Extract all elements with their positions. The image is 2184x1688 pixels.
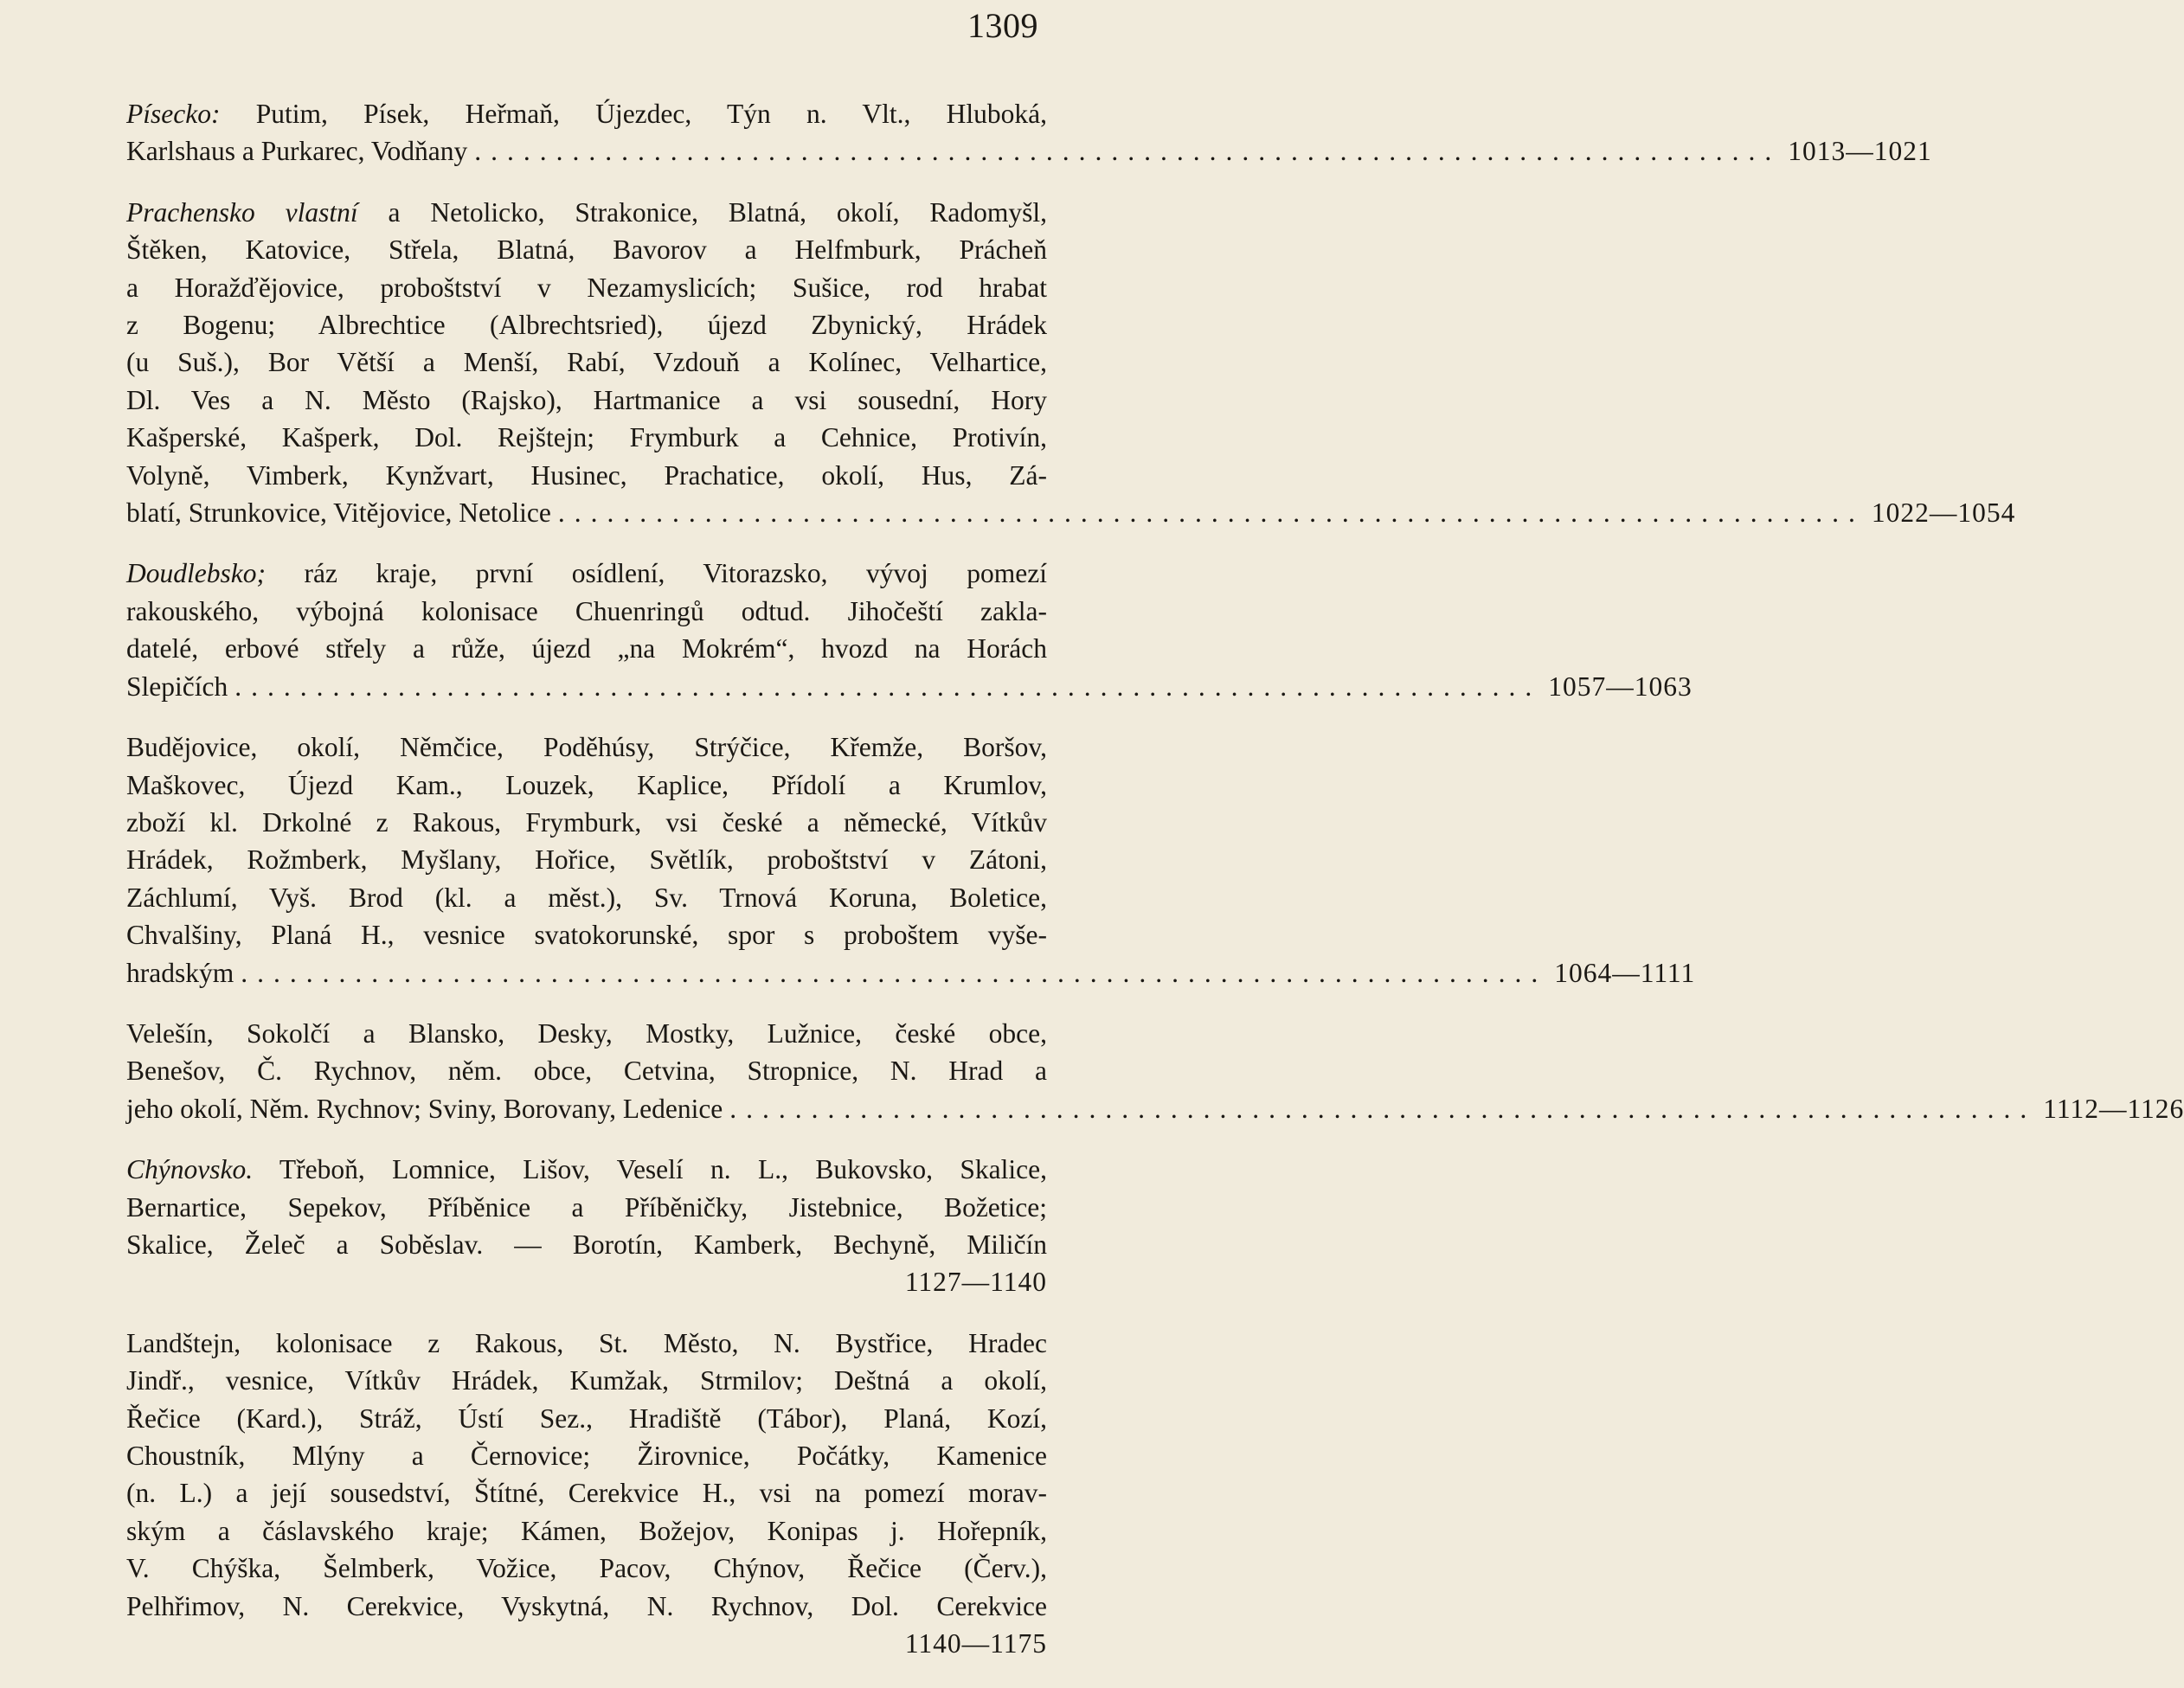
toc-entry-line xyxy=(126,231,1047,268)
toc-entry-line xyxy=(126,728,1047,766)
toc-entry-last-line xyxy=(126,494,2016,531)
line-text: Hrádek, Rožmberk, Myšlany, Hořice, Světlík, proboštství v Zátoni, xyxy=(126,844,1047,876)
toc-entry-line xyxy=(126,593,1047,630)
toc-entry-line xyxy=(126,457,1047,494)
page-range: 1112—1126 xyxy=(2043,1093,2184,1124)
line-text: Velešín, Sokolčí a Blansko, Desky, Mostky, Lužnice, české obce, xyxy=(126,1017,1047,1049)
toc-entry-line xyxy=(126,1474,1047,1511)
toc-entry-line xyxy=(126,916,1047,953)
toc-entry xyxy=(126,1015,2184,1127)
toc-entry-line xyxy=(126,1226,1047,1263)
toc-entry-line xyxy=(126,1151,1047,1188)
toc-entry-line xyxy=(126,1400,1047,1437)
toc-entry xyxy=(126,194,2016,532)
page-range: 1064—1111 xyxy=(1554,957,1696,988)
line-text: Jindř., vesnice, Vítkův Hrádek, Kumžak, Strmilov; Deštná a okolí, xyxy=(126,1365,1047,1396)
toc-entry-last-line xyxy=(126,954,1696,992)
toc-entry-line xyxy=(126,1362,1047,1399)
dot-leader: ................................................................................ xyxy=(474,136,1782,167)
region-name: Doudlebsko; xyxy=(126,558,266,589)
region-name: Chýnovsko. xyxy=(126,1154,254,1185)
line-text: Putim, Písek, Heřmaň, Újezdec, Týn n. Vlt., Hluboká, xyxy=(220,99,1047,129)
toc-entry-line xyxy=(126,1189,1047,1226)
toc-entry-line xyxy=(126,306,1047,343)
line-text: Štěken, Katovice, Střela, Blatná, Bavorov a Helfmburk, Prácheň xyxy=(126,234,1047,266)
toc-entry xyxy=(126,1325,1047,1663)
region-name: Prachensko vlastní xyxy=(126,196,358,228)
page-number: 1309 xyxy=(967,6,1038,45)
toc-entry-line xyxy=(126,1325,1047,1362)
toc-entry-last-line xyxy=(126,1090,2184,1127)
toc-entry xyxy=(126,555,1693,705)
dot-leader: ................................................................................ xyxy=(729,1093,2037,1124)
page-range: 1140—1175 xyxy=(904,1628,1047,1659)
line-text: datelé, erbové střely a růže, újezd „na Mokrém“, hvozd na Horách xyxy=(126,633,1047,664)
line-text: Dl. Ves a N. Město (Rajsko), Hartmanice a vsi sousední, Hory xyxy=(126,384,1047,415)
dot-leader: ................................................................................ xyxy=(241,957,1548,988)
dot-leader: ................................................................................ xyxy=(234,671,1542,702)
region-name: Písecko: xyxy=(126,99,221,129)
line-text: Landštejn, kolonisace z Rakous, St. Město, N. Bystřice, Hradec xyxy=(126,1327,1047,1358)
toc-entry-line xyxy=(126,343,1047,381)
toc-entry-line xyxy=(126,630,1047,667)
toc-entry-line xyxy=(126,1015,1047,1052)
toc-entry-line xyxy=(126,1550,1047,1587)
toc-entry-last-line xyxy=(126,668,1693,705)
line-text: ráz kraje, první osídlení, Vitorazsko, vývoj pomezí xyxy=(265,558,1047,589)
toc-entry-line xyxy=(126,1437,1047,1474)
toc-entry-line xyxy=(126,767,1047,804)
line-text: Budějovice, okolí, Němčice, Poděhúsy, Strýčice, Křemže, Boršov, xyxy=(126,732,1047,763)
line-text: Pelhřimov, N. Cerekvice, Vyskytná, N. Rychnov, Dol. Cerekvice xyxy=(126,1590,1047,1621)
line-text: Skalice, Želeč a Soběslav. — Borotín, Kamberk, Bechyně, Miličín xyxy=(126,1229,1047,1260)
table-of-contents xyxy=(126,95,2184,1685)
toc-entry xyxy=(126,728,1696,992)
toc-entry xyxy=(126,95,1932,170)
line-text: Slepičích xyxy=(126,671,228,702)
line-text: Kašperské, Kašperk, Dol. Rejštejn; Frymburk a Cehnice, Protivín, xyxy=(126,422,1047,453)
page-range: 1127—1140 xyxy=(904,1267,1047,1298)
line-text: a Netolicko, Strakonice, Blatná, okolí, Radomyšl, xyxy=(357,196,1048,228)
line-text: ským a čáslavského kraje; Kámen, Božejov, Konipas j. Hořepník, xyxy=(126,1515,1047,1546)
line-text: Choustník, Mlýny a Černovice; Žirovnice, Počátky, Kamenice xyxy=(126,1441,1047,1471)
line-text: Volyně, Vimberk, Kynžvart, Husinec, Prachatice, okolí, Hus, Zá- xyxy=(126,459,1047,491)
toc-entry-line xyxy=(126,95,1047,132)
line-text: a Horažďějovice, proboštství v Nezamyslicích; Sušice, rod hrabat xyxy=(126,272,1047,303)
line-text: zboží kl. Drkolné z Rakous, Frymburk, vsi české a německé, Vítkův xyxy=(126,806,1047,838)
toc-entry-line xyxy=(126,419,1047,456)
line-text: jeho okolí, Něm. Rychnov; Sviny, Borovany, Ledenice xyxy=(126,1093,723,1124)
line-text: Karlshaus a Purkarec, Vodňany xyxy=(126,136,468,167)
line-text: Bernartice, Sepekov, Příběnice a Příběničky, Jistebnice, Božetice; xyxy=(126,1191,1047,1223)
line-text: Záchlumí, Vyš. Brod (kl. a měst.), Sv. Trnová Koruna, Boletice, xyxy=(126,882,1047,913)
page-range: 1022—1054 xyxy=(1871,497,2016,529)
toc-entry-line xyxy=(126,194,1047,231)
line-text: (u Suš.), Bor Větší a Menší, Rabí, Vzdouň a Kolínec, Velhartice, xyxy=(126,347,1047,378)
toc-entry-last-line xyxy=(126,132,1932,170)
line-text: blatí, Strunkovice, Vitějovice, Netolice xyxy=(126,497,551,529)
line-text: z Bogenu; Albrechtice (Albrechtsried), újezd Zbynický, Hrádek xyxy=(126,310,1047,341)
line-text: Maškovec, Újezd Kam., Louzek, Kaplice, Přídolí a Krumlov, xyxy=(126,769,1047,800)
toc-entry-line xyxy=(126,269,1047,306)
toc-entry-line xyxy=(126,1588,1047,1625)
line-text: hradským xyxy=(126,957,234,988)
toc-entry-line xyxy=(126,879,1047,916)
toc-entry xyxy=(126,1151,1047,1301)
toc-entry-line xyxy=(126,804,1047,841)
line-text: Řečice (Kard.), Stráž, Ústí Sez., Hradiště (Tábor), Planá, Kozí, xyxy=(126,1402,1047,1434)
toc-entry-line xyxy=(126,1512,1047,1550)
line-text: V. Chýška, Šelmberk, Vožice, Pacov, Chýnov, Řečice (Červ.), xyxy=(126,1553,1047,1584)
page-range: 1057—1063 xyxy=(1548,671,1693,702)
toc-entry-line xyxy=(126,555,1047,592)
line-text: Chvalšiny, Planá H., vesnice svatokorunské, spor s proboštem vyše- xyxy=(126,920,1047,951)
line-text: (n. L.) a její sousedství, Štítné, Cerekvice H., vsi na pomezí morav- xyxy=(126,1478,1047,1509)
line-text: Třeboň, Lomnice, Lišov, Veselí n. L., Bukovsko, Skalice, xyxy=(253,1154,1047,1185)
line-text: Benešov, Č. Rychnov, něm. obce, Cetvina, Stropnice, N. Hrad a xyxy=(126,1056,1047,1087)
page-range: 1013—1021 xyxy=(1788,136,1932,167)
toc-entry-line xyxy=(126,841,1047,878)
line-text: rakouského, výbojná kolonisace Chuenringů odtud. Jihočeští zakla- xyxy=(126,595,1047,626)
toc-entry-line xyxy=(126,382,1047,419)
dot-leader: ................................................................................ xyxy=(557,497,1865,529)
toc-entry-line xyxy=(126,1052,1047,1089)
